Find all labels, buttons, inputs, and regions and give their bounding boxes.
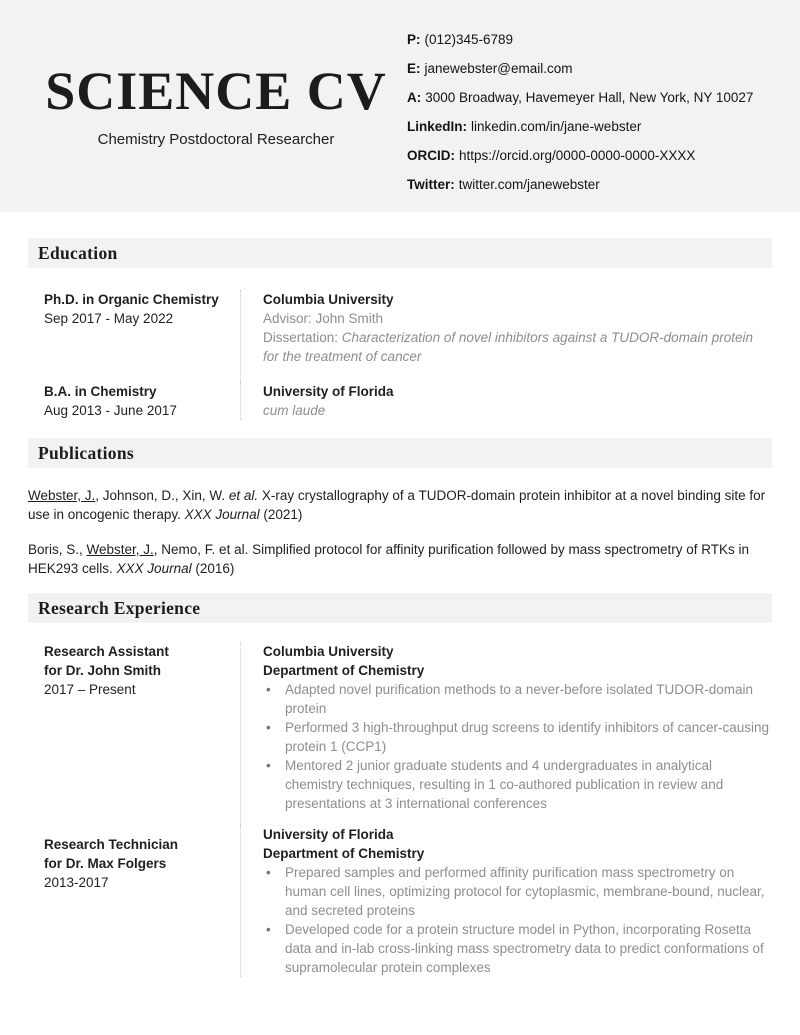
contact-info bbox=[407, 31, 753, 205]
role: Research Technician bbox=[44, 837, 179, 852]
section-research-experience bbox=[28, 593, 772, 977]
research-entry-florida-right bbox=[240, 825, 772, 977]
title-block bbox=[40, 62, 392, 149]
dissertation-title: Characterization of novel inhibitors against a TUDOR-domain protein for the treatment of cancer bbox=[263, 330, 753, 364]
contact-phone bbox=[407, 31, 753, 49]
bullet-item: • Mentored 2 junior graduate students and 4 undergraduates in analytical chemistry techniques, resulting in 1 co-authored publication in review and presentations at 3 international conferences bbox=[263, 756, 772, 813]
publication-item bbox=[28, 540, 772, 578]
subtitle: Chemistry Postdoctoral Researcher bbox=[97, 131, 335, 148]
contact-orcid bbox=[407, 147, 753, 165]
institution: Columbia University bbox=[263, 292, 394, 307]
publication-authors: Boris, S., bbox=[28, 542, 87, 557]
section-heading-education bbox=[28, 238, 772, 268]
address-label: A: bbox=[407, 90, 422, 105]
page-title: SCIENCE CV bbox=[45, 61, 387, 121]
degree-dates: Aug 2013 - June 2017 bbox=[44, 403, 177, 418]
section-heading-research bbox=[28, 593, 772, 623]
email-label: E: bbox=[407, 61, 421, 76]
department: Department of Chemistry bbox=[263, 663, 425, 678]
education-heading: Education bbox=[38, 242, 118, 263]
publication-author-highlight: Webster, J. bbox=[86, 542, 154, 557]
role-dates: 2013-2017 bbox=[44, 875, 109, 890]
role-dates: 2017 – Present bbox=[44, 682, 136, 697]
linkedin-value: linkedin.com/in/jane-webster bbox=[471, 119, 642, 134]
bullet-item: • Performed 3 high-throughput drug screens to identify inhibitors of cancer-causing protein 1 (CCP1) bbox=[263, 718, 772, 756]
institution: University of Florida bbox=[263, 827, 394, 842]
email-value: janewebster@email.com bbox=[424, 61, 573, 76]
publication-journal: XXX Journal bbox=[116, 561, 192, 576]
institution: Columbia University bbox=[263, 644, 394, 659]
cv-header bbox=[0, 0, 800, 212]
cv-body bbox=[28, 238, 772, 977]
department: Department of Chemistry bbox=[263, 846, 425, 861]
publications-heading: Publications bbox=[38, 442, 134, 463]
section-education bbox=[28, 238, 772, 420]
education-entry-ba-left bbox=[28, 382, 240, 420]
publication-year: (2021) bbox=[259, 507, 303, 522]
publication-journal: XXX Journal bbox=[184, 507, 260, 522]
publication-title: X-ray crystallography of a TUDOR-domain protein inhibitor at a novel binding site for use in oncogenic therapy. bbox=[28, 488, 766, 522]
research-bullets bbox=[263, 680, 772, 813]
contact-email bbox=[407, 60, 753, 78]
bullet-item: • Developed code for a protein structure model in Python, incorporating Rosetta data and in-lab cross-linking mass spectrometry data to predict conformations of supramolecular protein complexes bbox=[263, 920, 772, 977]
publication-authors: , Johnson, D., Xin, W. bbox=[95, 488, 229, 503]
publication-title: , Nemo, F. et al. Simplified protocol for affinity purification followed by mass spectrometry of RTKs in HEK293 cells. bbox=[28, 542, 750, 576]
research-entries bbox=[28, 642, 772, 977]
degree: Ph.D. in Organic Chemistry bbox=[44, 292, 219, 307]
orcid-label: ORCID: bbox=[407, 148, 455, 163]
contact-linkedin bbox=[407, 118, 753, 136]
publication-author-highlight: Webster, J. bbox=[28, 488, 96, 503]
orcid-value: https://orcid.org/0000-0000-0000-XXXX bbox=[459, 148, 696, 163]
honors: cum laude bbox=[263, 403, 326, 418]
section-heading-publications bbox=[28, 438, 772, 468]
education-entry-phd-left bbox=[28, 290, 240, 382]
address-value: 3000 Broadway, Havemeyer Hall, New York, NY 10027 bbox=[425, 90, 754, 105]
linkedin-label: LinkedIn: bbox=[407, 119, 467, 134]
education-entries bbox=[28, 290, 772, 420]
publication-item bbox=[28, 486, 772, 524]
role: Research Assistant bbox=[44, 644, 169, 659]
research-heading: Research Experience bbox=[38, 597, 201, 618]
degree-dates: Sep 2017 - May 2022 bbox=[44, 311, 174, 326]
section-publications bbox=[28, 438, 772, 578]
publication-year: (2016) bbox=[191, 561, 235, 576]
education-entry-ba-right bbox=[240, 382, 772, 420]
research-entry-columbia-right bbox=[240, 642, 772, 825]
institution: University of Florida bbox=[263, 384, 394, 399]
contact-address bbox=[407, 89, 753, 107]
degree: B.A. in Chemistry bbox=[44, 384, 157, 399]
phone-label: P: bbox=[407, 32, 421, 47]
dissertation-label: Dissertation: bbox=[263, 330, 342, 345]
research-entry-columbia-left bbox=[28, 642, 240, 825]
research-bullets bbox=[263, 863, 772, 977]
twitter-label: Twitter: bbox=[407, 177, 455, 192]
bullet-item: • Prepared samples and performed affinity purification mass spectrometry on human cell lines, optimizing protocol for cytoplasmic, membrane-bound, nuclear, and secreted proteins bbox=[263, 863, 772, 920]
dissertation bbox=[263, 328, 772, 366]
role-supervisor: for Dr. Max Folgers bbox=[44, 856, 167, 871]
phone-value: (012)345-6789 bbox=[424, 32, 514, 47]
contact-twitter bbox=[407, 176, 753, 194]
bullet-item: • Adapted novel purification methods to a never-before isolated TUDOR-domain protein bbox=[263, 680, 772, 718]
research-entry-florida-left bbox=[28, 825, 240, 977]
twitter-value: twitter.com/janewebster bbox=[458, 177, 600, 192]
advisor: Advisor: John Smith bbox=[263, 311, 384, 326]
education-entry-phd-right bbox=[240, 290, 772, 382]
role-supervisor: for Dr. John Smith bbox=[44, 663, 162, 678]
publication-etal: et al. bbox=[228, 488, 259, 503]
